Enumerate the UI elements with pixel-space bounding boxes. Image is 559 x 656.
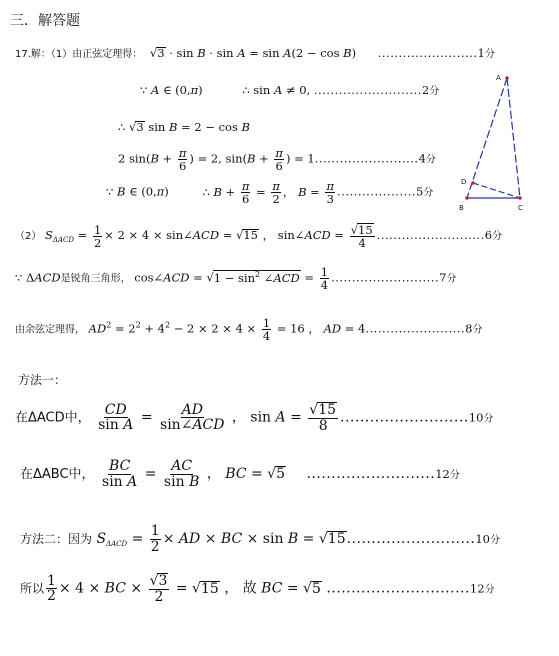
point-b	[465, 196, 469, 200]
solution-line-2: ∵ A ∈ (0,π) ∴ sin A ≠ 0, ..........................2分	[140, 83, 440, 97]
point-d	[471, 181, 475, 185]
score-7: 7	[439, 270, 447, 285]
section-title: 三．解答题	[10, 13, 80, 29]
solution-line-13: 所以 $\frac{1}{2}$ × 4 × BC × $\frac{√3}{2}$ = √15 ， 故 BC = √5 .............................12分	[20, 572, 495, 605]
label-d: D	[461, 178, 467, 186]
score-10b: 10	[475, 532, 490, 547]
label-b: B	[459, 204, 464, 212]
acute-text: 是锐角三角形，	[60, 273, 131, 285]
solution-line-5: ∵ B ∈ (0,π) ∴ B + $\frac{\pi}{6}$ = $\frac{\pi}{2}$ ， B = $\frac{\pi}{3}$ ...................5分	[106, 179, 434, 207]
segment-cd	[473, 183, 520, 198]
method1-title: 方法一：	[18, 373, 67, 387]
score-1: 1	[477, 46, 485, 60]
side-ac	[507, 78, 520, 198]
solution-line-12: 方法二：因为 $S_{\Delta ACD}$ = $\frac{1}{2}$ × AD × BC × sin B = √15..........................10分	[20, 523, 500, 555]
so-prefix: 所以	[20, 581, 45, 596]
score-5: 5	[416, 184, 424, 199]
problem-number: 17.解：（1）由正弦定理得：	[15, 49, 143, 60]
part2-label: （2）	[15, 231, 42, 243]
solution-line-8: 由余弦定理得， $AD^2 = 2^2 + 4^2 - 2 \times 2 \times 4$ × $\frac{1}{4}$ = 16 ， AD = 4........................8分	[15, 316, 483, 344]
solution-line-7: ∵ ΔACD是锐角三角形， cos∠ACD = $√1 - \sin^2$ ∠ACD = $\frac{1}{4}$ ..........................7分	[15, 265, 457, 293]
point-c	[518, 196, 522, 200]
score-6: 6	[484, 228, 493, 243]
label-a: A	[496, 74, 501, 82]
triangle-figure	[455, 70, 535, 218]
score-12a: 12	[435, 467, 450, 482]
score-4: 4	[418, 151, 426, 166]
solution-line-6: （2） $S_{\Delta ACD}$ = $\frac{1}{2}$ × 2 × 4 × sin∠ACD = √15 ， sin∠ACD = $\frac{√15}{4}$ ..........................6分	[15, 222, 503, 251]
score-8: 8	[465, 321, 473, 336]
cosine-rule-prefix: 由余弦定理得，	[15, 324, 85, 336]
solution-line-10: 在ΔACD中， $\frac{CD}{\text{sin A}}$ = $\frac{AD}{\text{sin∠ACD}}$ ， sin A = $\frac{√15}{8}$ ..........................10分	[15, 401, 494, 434]
solution-line-1: 17.解：（1）由正弦定理得： √3 · sin B · sin A = sin A(2 − cos B) ........................1分	[15, 46, 495, 60]
score-10a: 10	[468, 410, 484, 425]
score-2: 2	[421, 83, 430, 97]
point-a	[505, 76, 509, 80]
in-abc-label: 在ΔABC中，	[20, 467, 95, 483]
solution-line-4: 2 sin(B + $\frac{\pi}{6}$ ) = 2, sin(B + $\frac{\pi}{6}$ ) = 1.........................4分	[118, 146, 436, 174]
score-unit: 分	[484, 49, 495, 60]
label-c: C	[518, 204, 523, 212]
solution-line-3: ∴ √3 sin B = 2 − cos B	[118, 120, 250, 134]
score-12b: 12	[469, 581, 485, 596]
method2-prefix: 方法二：因为	[20, 532, 93, 547]
side-ab	[467, 78, 507, 198]
in-acd-label: 在ΔACD中，	[15, 410, 91, 426]
solution-line-11: 在ΔABC中， $\frac{BC}{\text{sin A}}$ = $\frac{AC}{\text{sin B}}$ ， BC = √5 ..........................12分	[20, 458, 460, 490]
